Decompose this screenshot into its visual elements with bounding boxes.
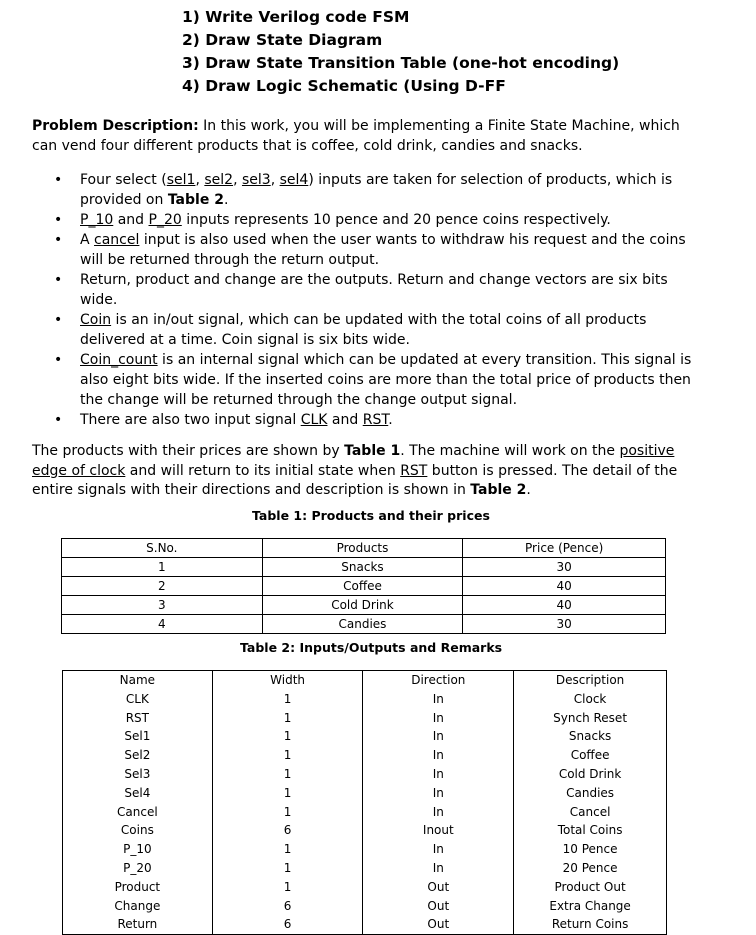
table-row <box>63 859 667 878</box>
cell: In <box>363 727 514 746</box>
table-row <box>63 709 667 728</box>
cell: 1 <box>212 746 363 765</box>
table-row <box>63 784 667 803</box>
cell: In <box>363 859 514 878</box>
cell: 1 <box>212 878 363 897</box>
table-header-row <box>63 671 667 690</box>
text: , <box>270 172 280 188</box>
text: . <box>223 192 229 208</box>
list-item <box>32 170 708 210</box>
table-row <box>63 803 667 822</box>
cell: 3 <box>62 596 263 615</box>
cell: 4 <box>62 615 263 634</box>
problem-text: In this work, you will be implementing a Finite State Machine, which can vend four different products that is coffee, cold drink, candies and snacks. <box>32 118 680 154</box>
header-cell: Direction <box>363 671 514 690</box>
table-row <box>62 596 666 615</box>
cell: 1 <box>212 709 363 728</box>
table-header-row <box>62 539 666 558</box>
cell: Extra Change <box>514 897 667 916</box>
list-item <box>32 410 708 430</box>
table-row <box>63 690 667 709</box>
cell: Product <box>63 878 213 897</box>
cell: Coffee <box>514 746 667 765</box>
cell: 30 <box>463 558 666 577</box>
cell: Change <box>63 897 213 916</box>
header-cell: Name <box>63 671 213 690</box>
task-item: 4) Draw Logic Schematic (Using D-FF <box>182 77 506 95</box>
text: is an in/out signal, which can be updated with the total coins of all products delivered at a time. Coin signal is six bits wide. <box>80 312 647 348</box>
text: inputs represents 10 pence and 20 pence coins respectively. <box>181 212 611 228</box>
text: and will return to its initial state when <box>125 462 401 479</box>
cell: Out <box>363 897 514 916</box>
table-ref: Table 2 <box>470 482 527 498</box>
cell: Inout <box>363 821 514 840</box>
text: ) inputs are taken for selection of products, which is provided on <box>80 172 673 208</box>
clk-link: CLK <box>300 412 328 428</box>
cell: In <box>363 784 514 803</box>
sel4-link: sel4 <box>279 172 309 188</box>
sel1-link: sel1 <box>166 172 196 188</box>
cell: 1 <box>212 690 363 709</box>
cell: In <box>363 709 514 728</box>
cell: Coins <box>63 821 213 840</box>
table-row <box>63 746 667 765</box>
cell: 1 <box>62 558 263 577</box>
rst-link: RST <box>400 462 428 479</box>
text: The products with their prices are shown by <box>32 443 345 459</box>
table2-caption: Table 2: Inputs/Outputs and Remarks <box>240 640 503 655</box>
list-item <box>32 230 708 270</box>
text: . The machine will work on the <box>400 443 620 459</box>
text: is an internal signal which can be updated at every transition. This signal is also eight bits wide. If the inserted coins are more than the total price of products then the change will be returned through the change output signal. <box>80 352 692 408</box>
intro-paragraph <box>32 442 708 501</box>
cell: Cold Drink <box>514 765 667 784</box>
cell: 1 <box>212 859 363 878</box>
cell: 1 <box>212 803 363 822</box>
cell: Sel4 <box>63 784 213 803</box>
table-row <box>62 558 666 577</box>
coin-link: Coin <box>80 312 112 328</box>
table-row <box>62 577 666 596</box>
cell: 20 Pence <box>514 859 667 878</box>
text: and <box>113 212 149 228</box>
cell: 1 <box>212 784 363 803</box>
cell: 6 <box>212 915 363 934</box>
text: . <box>526 482 531 498</box>
cell: P_20 <box>63 859 213 878</box>
cell: Snacks <box>514 727 667 746</box>
cell: 40 <box>463 577 666 596</box>
cell: 10 Pence <box>514 840 667 859</box>
cell: Cancel <box>63 803 213 822</box>
signals-table <box>62 670 667 935</box>
text: , <box>233 172 242 188</box>
list-item <box>32 270 708 310</box>
header-cell: Price (Pence) <box>463 539 666 558</box>
cell: In <box>363 840 514 859</box>
cell: 2 <box>62 577 263 596</box>
cell: 30 <box>463 615 666 634</box>
cell: Total Coins <box>514 821 667 840</box>
cell: Cold Drink <box>262 596 463 615</box>
text: Return, product and change are the outputs. Return and change vectors are six bits wide. <box>80 272 668 308</box>
task-list <box>182 6 619 98</box>
table-row <box>63 897 667 916</box>
text: button is pressed. The detail of the entire signals with their directions and description is shown in <box>32 462 678 498</box>
problem-label: Problem Description: <box>32 118 199 134</box>
cell: 1 <box>212 765 363 784</box>
cell: Sel3 <box>63 765 213 784</box>
products-table <box>61 538 666 634</box>
cell: Out <box>363 878 514 897</box>
header-cell: Description <box>514 671 667 690</box>
p20-link: P_20 <box>148 212 182 228</box>
header-cell: S.No. <box>62 539 263 558</box>
p10-link: P_10 <box>80 212 114 228</box>
cell: Return <box>63 915 213 934</box>
list-item <box>32 310 708 350</box>
coin-count-link: Coin_count <box>80 352 158 368</box>
cell: Synch Reset <box>514 709 667 728</box>
cell: In <box>363 746 514 765</box>
text: Four select ( <box>80 172 167 188</box>
cell: Return Coins <box>514 915 667 934</box>
list-item <box>32 350 708 410</box>
sel3-link: sel3 <box>241 172 271 188</box>
text: and <box>327 412 363 428</box>
cell: Candies <box>514 784 667 803</box>
cell: Candies <box>262 615 463 634</box>
text: input is also used when the user wants to withdraw his request and the coins will be returned through the return output. <box>80 232 686 268</box>
cell: In <box>363 803 514 822</box>
text: A <box>80 232 95 248</box>
cell: 1 <box>212 727 363 746</box>
cancel-link: cancel <box>94 232 140 248</box>
table-row <box>63 840 667 859</box>
cell: 6 <box>212 821 363 840</box>
table-row <box>63 915 667 934</box>
table-ref: Table 2 <box>167 192 224 208</box>
problem-description <box>32 117 708 156</box>
cell: Snacks <box>262 558 463 577</box>
table-row <box>63 878 667 897</box>
task-item: 3) Draw State Transition Table (one-hot encoding) <box>182 54 620 72</box>
cell: 40 <box>463 596 666 615</box>
cell: Clock <box>514 690 667 709</box>
text: . <box>388 412 393 428</box>
table1-caption: Table 1: Products and their prices <box>252 508 490 523</box>
rst-link: RST <box>362 412 389 428</box>
table-ref: Table 1 <box>344 443 401 459</box>
cell: 1 <box>212 840 363 859</box>
table-row <box>63 727 667 746</box>
sel2-link: sel2 <box>204 172 234 188</box>
cell: CLK <box>63 690 213 709</box>
cell: In <box>363 690 514 709</box>
list-item <box>32 210 708 230</box>
table-row <box>63 765 667 784</box>
requirements-list <box>32 170 708 430</box>
header-cell: Products <box>262 539 463 558</box>
cell: Coffee <box>262 577 463 596</box>
task-item: 2) Draw State Diagram <box>182 31 383 49</box>
edge-link: positive edge of clock <box>32 443 675 479</box>
cell: Product Out <box>514 878 667 897</box>
cell: P_10 <box>63 840 213 859</box>
cell: In <box>363 765 514 784</box>
cell: 6 <box>212 897 363 916</box>
cell: Cancel <box>514 803 667 822</box>
text: There are also two input signal <box>80 412 301 428</box>
task-item: 1) Write Verilog code FSM <box>182 8 410 26</box>
cell: RST <box>63 709 213 728</box>
cell: Sel2 <box>63 746 213 765</box>
text: , <box>195 172 205 188</box>
table-row <box>62 615 666 634</box>
table-row <box>63 821 667 840</box>
header-cell: Width <box>212 671 363 690</box>
cell: Out <box>363 915 514 934</box>
cell: Sel1 <box>63 727 213 746</box>
